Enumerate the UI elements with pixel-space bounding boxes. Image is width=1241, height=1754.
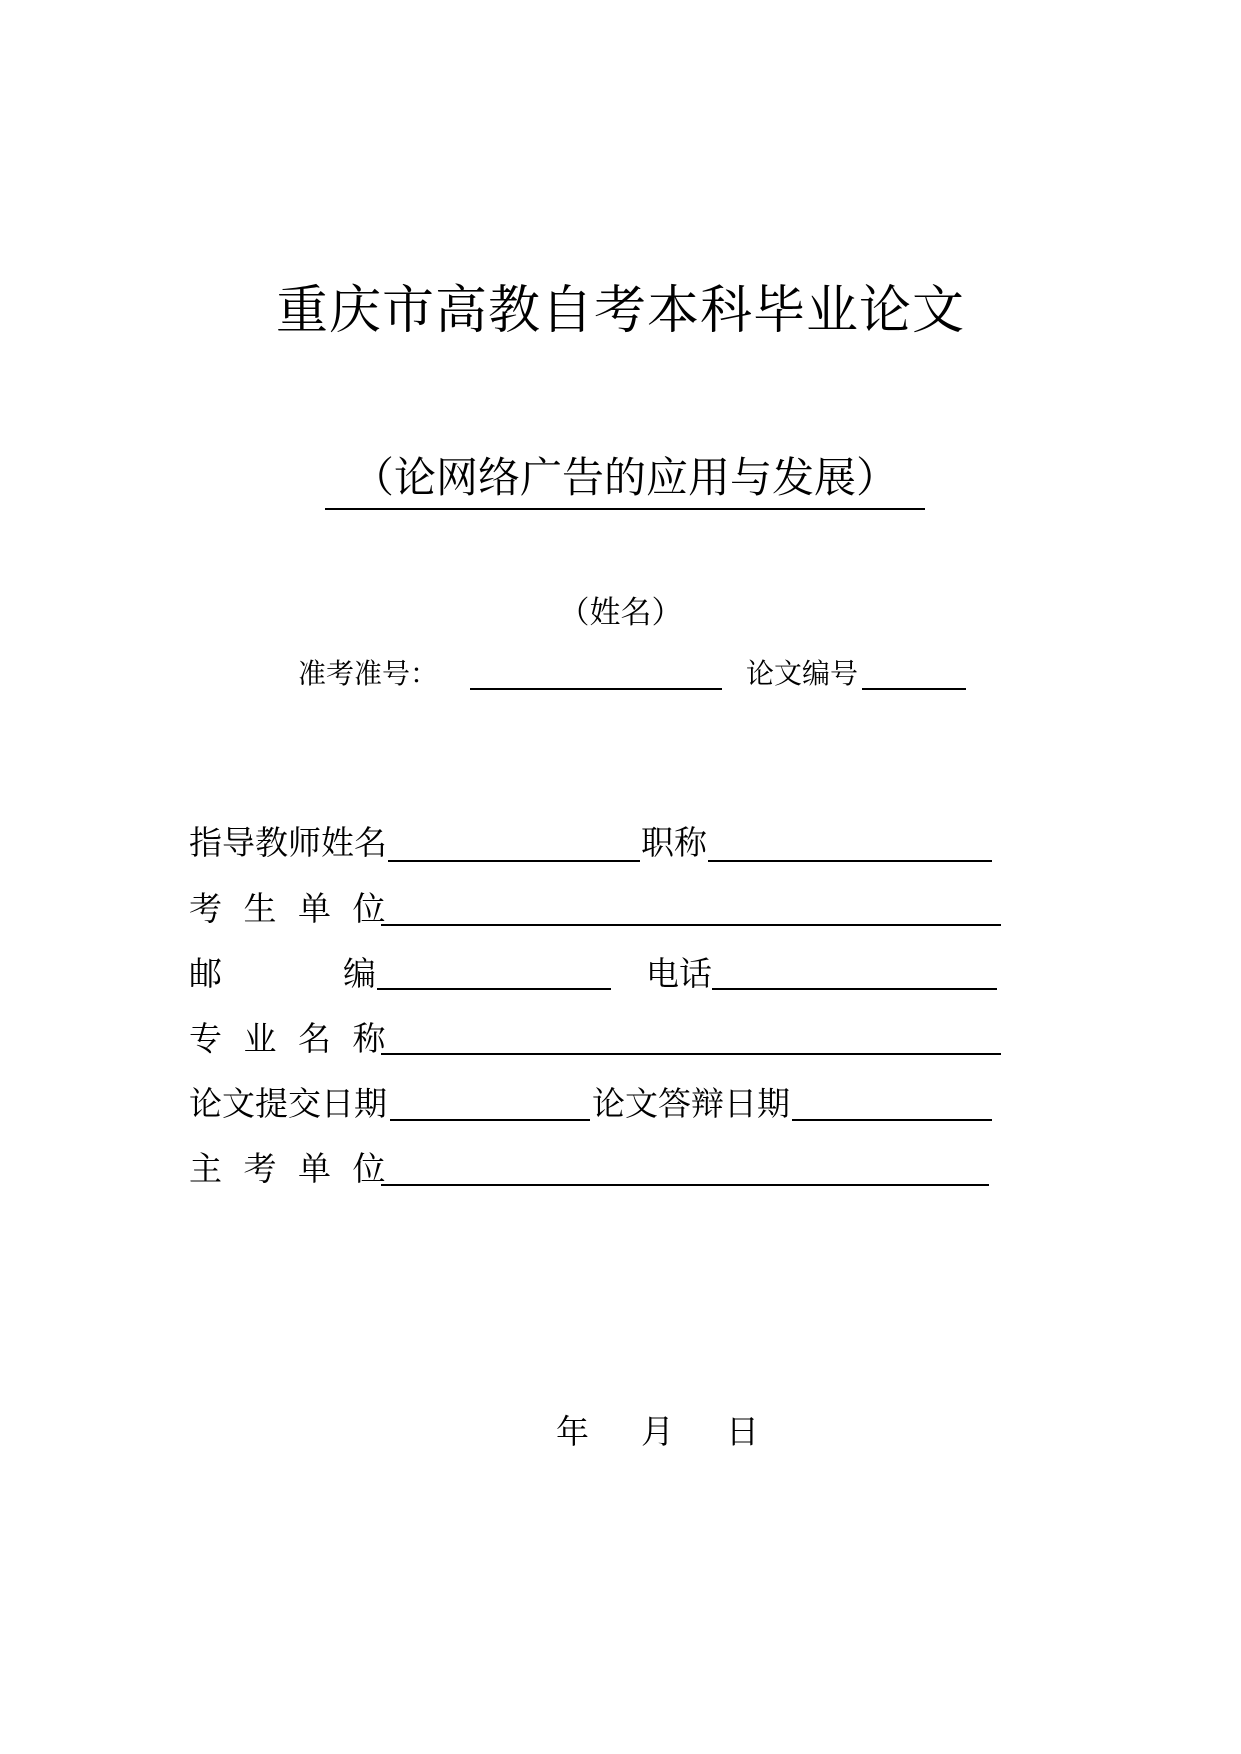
postcode-field[interactable] xyxy=(377,988,611,990)
postcode-label-part1: 邮 xyxy=(189,954,222,993)
submit-date-field[interactable] xyxy=(390,1119,590,1121)
day-label: 日 xyxy=(726,1412,759,1451)
host-unit-label: 主 考 单 位 xyxy=(189,1149,386,1188)
submit-date-label: 论文提交日期 xyxy=(189,1084,387,1123)
major-name-label: 专 业 名 称 xyxy=(189,1019,386,1058)
candidate-unit-label: 考 生 单 位 xyxy=(189,889,386,928)
phone-field[interactable] xyxy=(712,988,997,990)
defense-date-field[interactable] xyxy=(792,1119,992,1121)
major-name-field[interactable] xyxy=(381,1053,1001,1055)
month-label: 月 xyxy=(641,1412,674,1451)
thesis-title: （论网络广告的应用与发展） xyxy=(325,454,925,510)
advisor-name-label: 指导教师姓名 xyxy=(189,823,387,862)
phone-label: 电话 xyxy=(646,954,712,993)
postcode-label-part2: 编 xyxy=(343,954,376,993)
year-label: 年 xyxy=(556,1412,589,1451)
author-name: （姓名） xyxy=(558,595,683,631)
exam-number-field[interactable] xyxy=(470,688,722,690)
title-rank-label: 职称 xyxy=(641,823,707,862)
defense-date-label: 论文答辩日期 xyxy=(592,1084,790,1123)
candidate-unit-field[interactable] xyxy=(381,924,1001,926)
advisor-name-field[interactable] xyxy=(388,860,640,862)
document-title: 重庆市高教自考本科毕业论文 xyxy=(275,281,965,341)
host-unit-field[interactable] xyxy=(381,1184,989,1186)
title-rank-field[interactable] xyxy=(708,860,992,862)
exam-number-label: 准考准号： xyxy=(298,657,439,690)
thesis-number-label: 论文编号 xyxy=(746,657,859,690)
thesis-number-field[interactable] xyxy=(862,688,966,690)
